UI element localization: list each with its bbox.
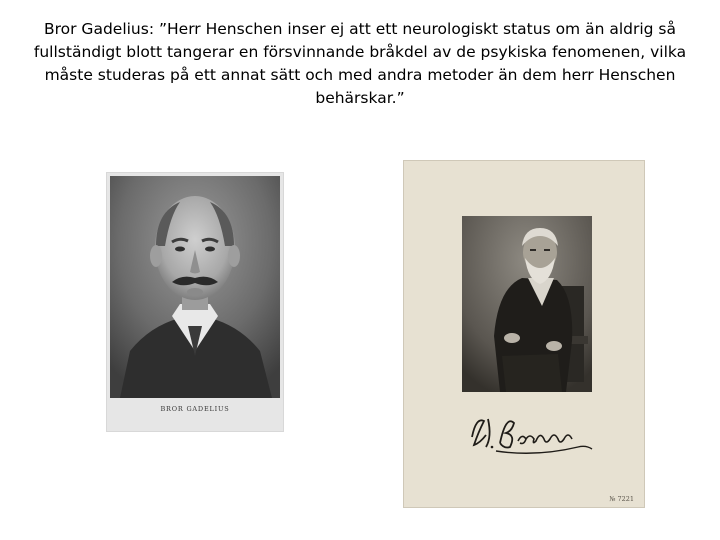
quote-text: Bror Gadelius: ”Herr Henschen inser ej att ett neurologiskt status om än aldrig så fullständigt blott tangerar en försvinnande bråkdel av de psykiska fenomenen, vilka måste studeras på ett annat sätt och med andra metoder än dem herr Henschen behärskar.” (33, 20, 692, 107)
portrait-photo-henschen (462, 216, 592, 392)
portrait-photo-gadelius (110, 176, 280, 398)
portrait-card-gadelius (107, 173, 283, 431)
handwritten-signature-henschen (466, 407, 596, 457)
portrait-image-gadelius (110, 176, 280, 398)
portrait-caption-gadelius: BROR GADELIUS (160, 405, 230, 413)
portrait-image-henschen (462, 216, 592, 392)
print-mark: № 7221 (609, 495, 634, 503)
signature-image (466, 407, 596, 457)
portrait-card-henschen (404, 161, 644, 507)
